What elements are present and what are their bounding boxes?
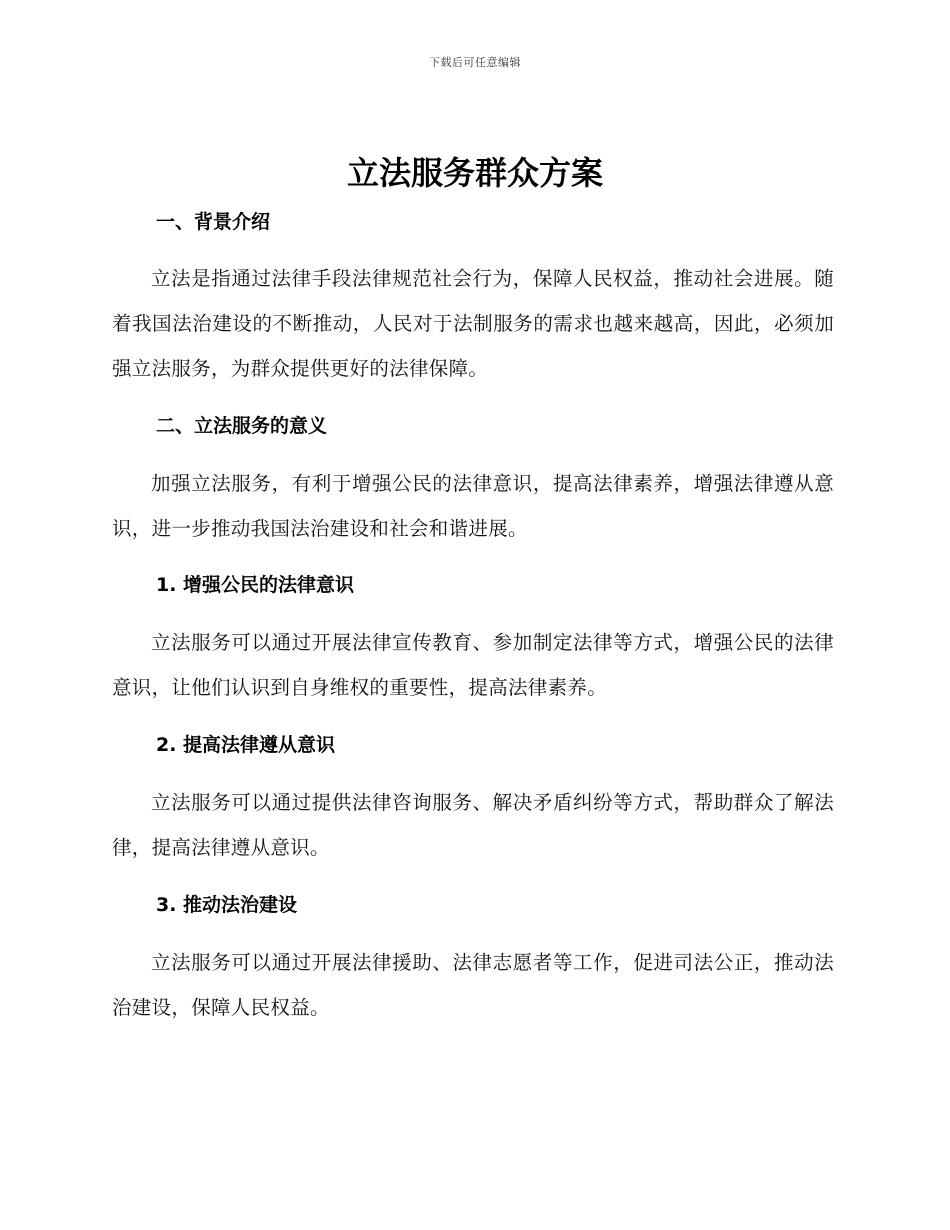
section-paragraph-legal-awareness: 立法服务可以通过开展法律宣传教育、参加制定法律等方式，增强公民的法律意识，让他们认识到自身维权的重要性，提高法律素养。 bbox=[112, 631, 834, 699]
section-heading-compliance: 2. 提高法律遵从意识 bbox=[156, 734, 336, 756]
section-paragraph-background: 立法是指通过法律手段法律规范社会行为，保障人民权益，推动社会进展。随着我国法治建设的不断推动，人民对于法制服务的需求也越来越高，因此，必须加强立法服务，为群众提供更好的法律保障。 bbox=[112, 267, 834, 380]
section-paragraph-compliance: 立法服务可以通过提供法律咨询服务、解决矛盾纠纷等方式，帮助群众了解法律，提高法律遵从意识。 bbox=[112, 791, 834, 859]
document-title: 立法服务群众方案 bbox=[346, 154, 603, 192]
section-heading-significance: 二、立法服务的意义 bbox=[156, 415, 328, 437]
section-paragraph-significance: 加强立法服务，有利于增强公民的法律意识，提高法律素养，增强法律遵从意识，进一步推动我国法治建设和社会和谐进展。 bbox=[112, 472, 834, 540]
page-header-note: 下载后可任意编辑 bbox=[429, 56, 521, 69]
section-heading-rule-of-law: 3. 推动法治建设 bbox=[156, 894, 298, 916]
section-heading-legal-awareness: 1. 增强公民的法律意识 bbox=[156, 574, 355, 596]
section-paragraph-rule-of-law: 立法服务可以通过开展法律援助、法律志愿者等工作，促进司法公正，推动法治建设，保障人民权益。 bbox=[112, 951, 834, 1019]
section-heading-background: 一、背景介绍 bbox=[156, 211, 271, 233]
